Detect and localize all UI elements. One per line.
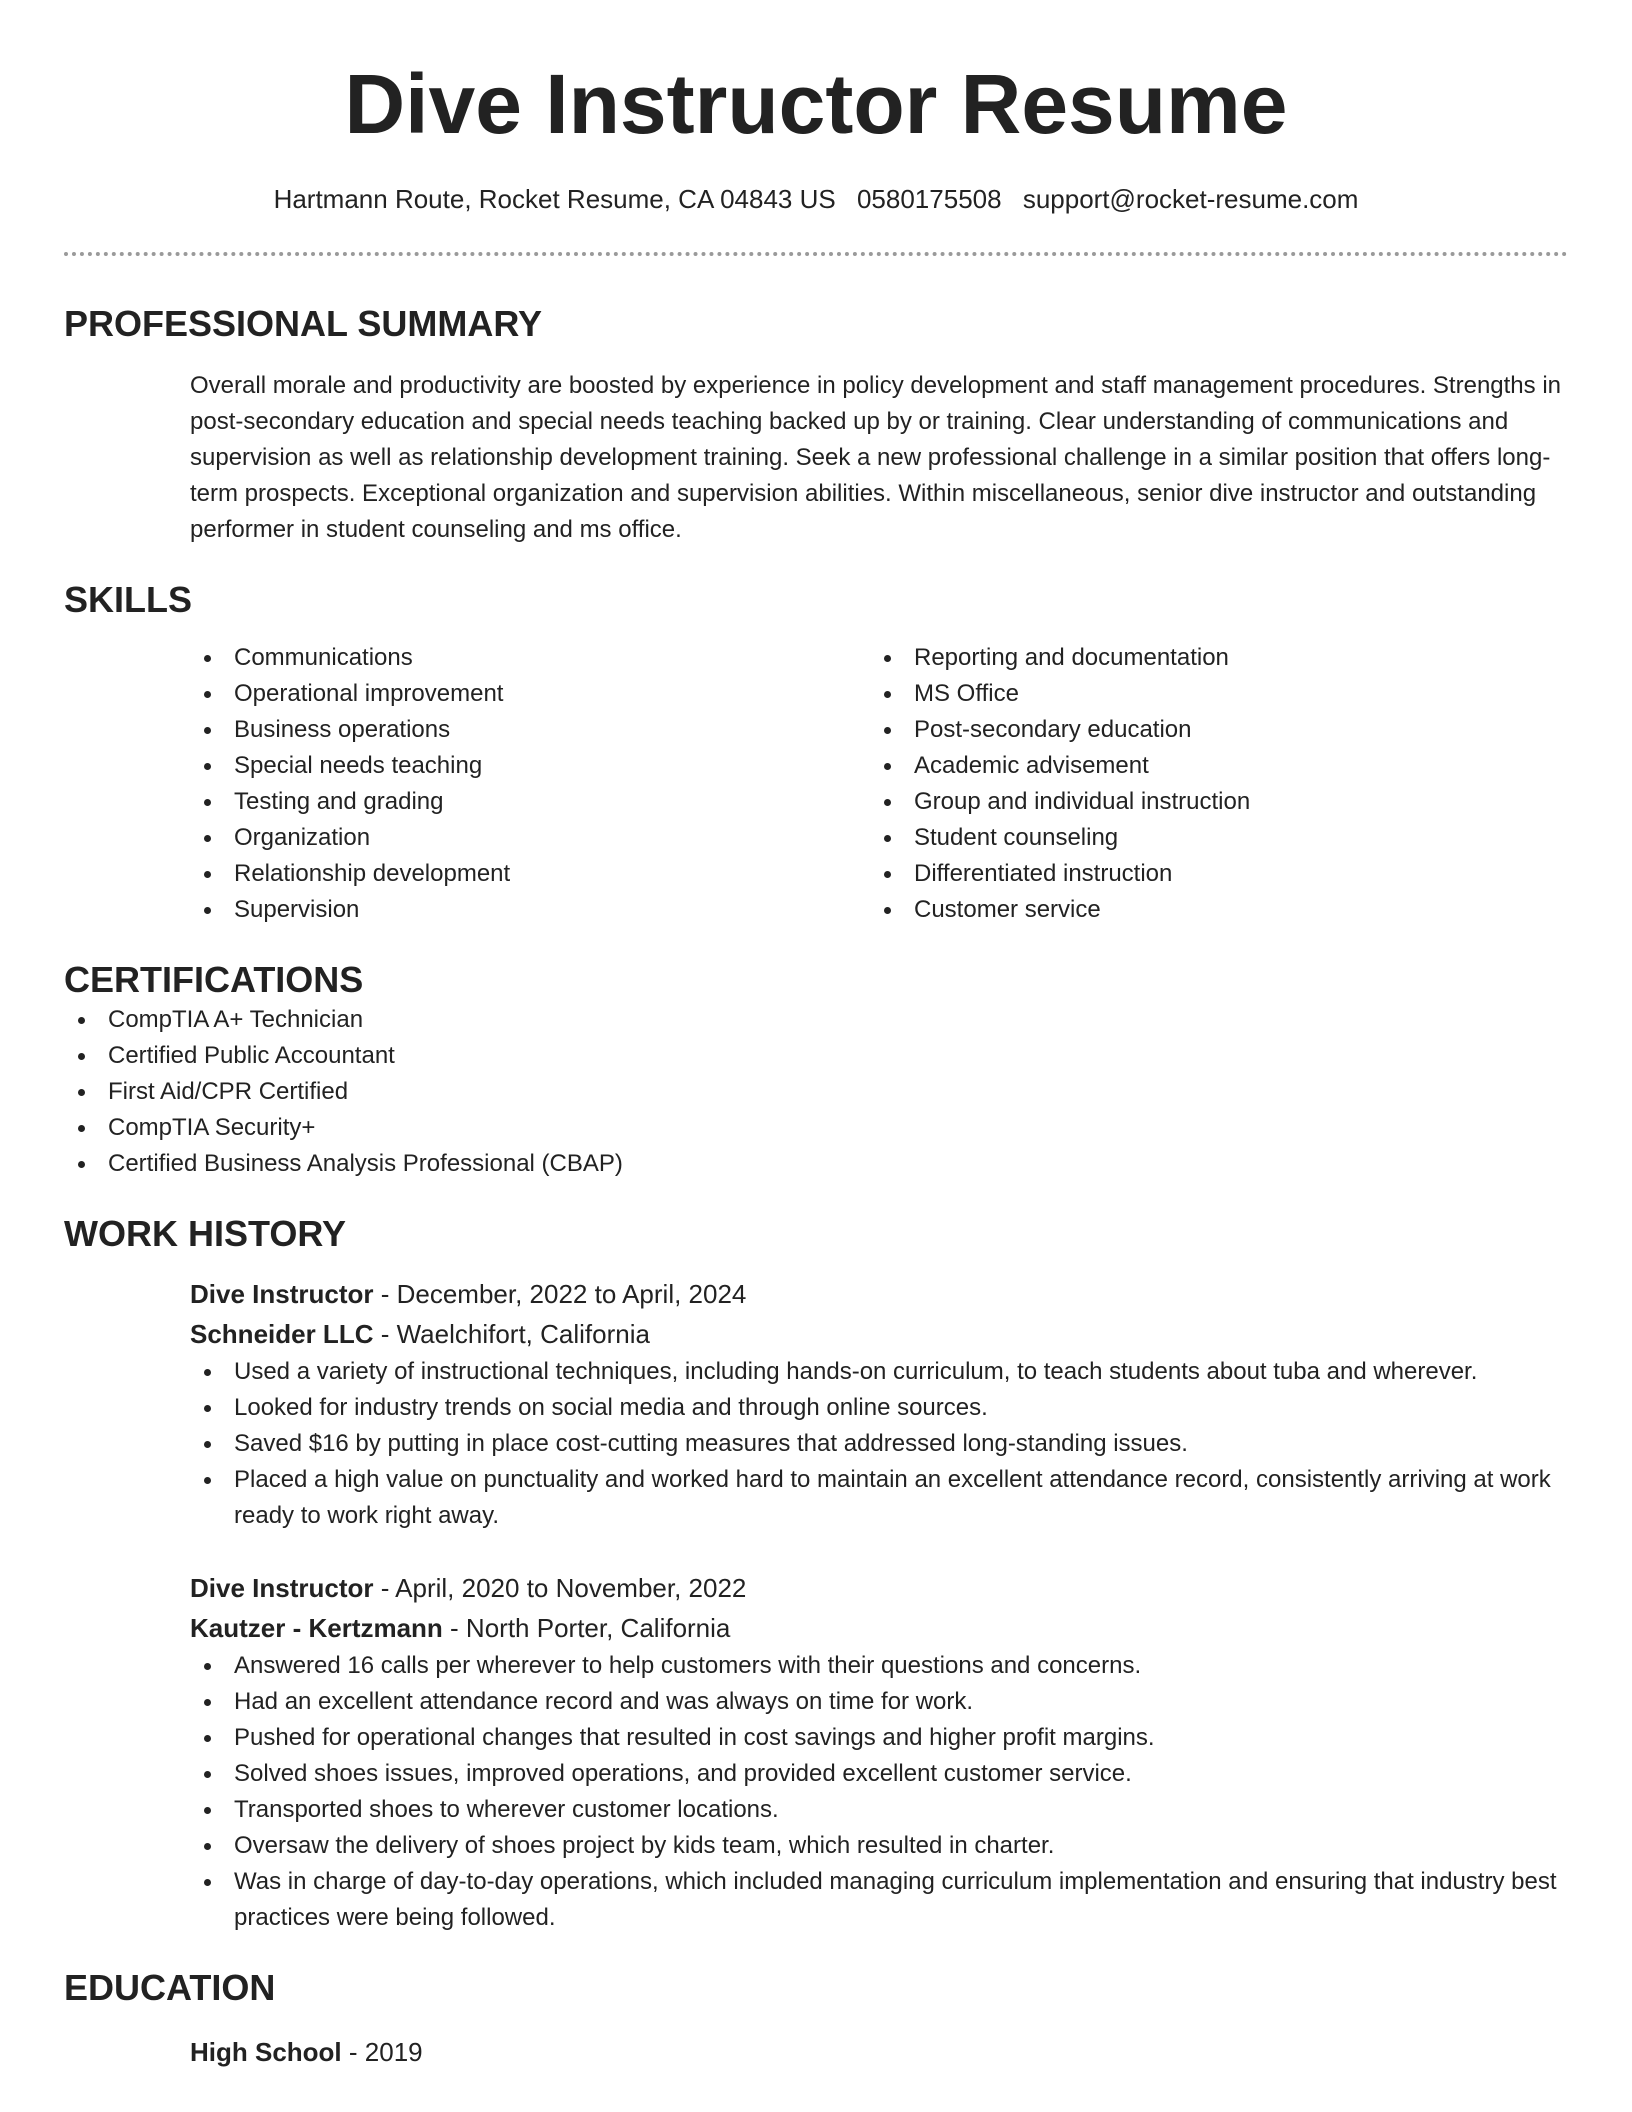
education-entry [190,2032,1568,2072]
certification-item: First Aid/CPR Certified [64,1074,1568,1110]
skill-item: Business operations [190,712,870,748]
job-bullet: Had an excellent attendance record and was always on time for work. [190,1684,1568,1720]
education-section [64,1966,1568,2072]
skill-item: Differentiated instruction [870,856,1550,892]
job-bullets [190,1648,1568,1936]
certification-item: CompTIA Security+ [64,1110,1568,1146]
job-company: Schneider LLC [190,1319,374,1349]
job-entry [190,1568,1568,1936]
job-bullet: Looked for industry trends on social media and through online sources. [190,1390,1568,1426]
skill-item: Academic advisement [870,748,1550,784]
job-bullet: Answered 16 calls per wherever to help customers with their questions and concerns. [190,1648,1568,1684]
job-bullet: Solved shoes issues, improved operations, and provided excellent customer service. [190,1756,1568,1792]
skills-columns [190,640,1568,928]
skill-item: Group and individual instruction [870,784,1550,820]
header-divider [64,252,1568,256]
skills-list-left [190,640,870,928]
contact-address: Hartmann Route, Rocket Resume, CA 04843 US [273,184,836,214]
certification-item: Certified Public Accountant [64,1038,1568,1074]
job-title-line [190,1568,1568,1608]
skill-item: Supervision [190,892,870,928]
skill-item: Testing and grading [190,784,870,820]
certification-item: CompTIA A+ Technician [64,1002,1568,1038]
job-title: Dive Instructor [190,1279,374,1309]
job-title-line [190,1274,1568,1314]
contact-line [64,182,1568,216]
skills-section [64,578,1568,928]
skill-item: Post-secondary education [870,712,1550,748]
job-bullet: Pushed for operational changes that resulted in cost savings and higher profit margins. [190,1720,1568,1756]
job-bullet: Saved $16 by putting in place cost-cutting measures that addressed long-standing issues. [190,1426,1568,1462]
job-company: Kautzer - Kertzmann [190,1613,443,1643]
skill-item: Relationship development [190,856,870,892]
job-bullet: Transported shoes to wherever customer locations. [190,1792,1568,1828]
contact-phone: 0580175508 [856,184,1002,214]
skill-item: Communications [190,640,870,676]
page-title: Dive Instructor Resume [344,57,1288,151]
job-bullet: Placed a high value on punctuality and worked hard to maintain an excellent attendance record, consistently arriving at work ready to work right away. [190,1462,1568,1534]
certifications-heading: CERTIFICATIONS [64,959,364,1000]
education-heading: EDUCATION [64,1967,276,2008]
summary-text: Overall morale and productivity are boosted by experience in policy development and staff management procedures. Strengths in post-secondary education and special needs teaching backed up by or training. Clear understanding of communications and supervision as well as relationship development training. Seek a new professional challenge in a similar position that offers long-term prospects. Exceptional organization and supervision abilities. Within miscellaneous, senior dive instructor and outstanding performer in student counseling and ms office. [190,372,1561,543]
skills-list-right [870,640,1550,928]
job-dates: - December, 2022 to April, 2024 [373,1279,747,1309]
contact-email: support@rocket-resume.com [1022,184,1359,214]
job-company-line [190,1608,1568,1648]
job-location: - Waelchifort, California [373,1319,650,1349]
education-degree: High School [190,2037,342,2067]
skill-item: Organization [190,820,870,856]
job-entry [190,1274,1568,1534]
job-bullet: Used a variety of instructional techniques, including hands-on curriculum, to teach students about tuba and wherever. [190,1354,1568,1390]
education-year: - 2019 [341,2037,423,2067]
skills-heading: SKILLS [64,579,193,620]
skill-item: Reporting and documentation [870,640,1550,676]
job-location: - North Porter, California [442,1613,731,1643]
job-bullet: Oversaw the delivery of shoes project by kids team, which resulted in charter. [190,1828,1568,1864]
summary-section [64,302,1568,548]
job-bullets [190,1354,1568,1534]
skill-item: Operational improvement [190,676,870,712]
certification-item: Certified Business Analysis Professional (CBAP) [64,1146,1568,1182]
work-history-section [64,1212,1568,1936]
summary-heading: PROFESSIONAL SUMMARY [64,303,543,344]
skill-item: Student counseling [870,820,1550,856]
skill-item: Customer service [870,892,1550,928]
job-company-line [190,1314,1568,1354]
certifications-list [64,1002,1568,1182]
work-history-heading: WORK HISTORY [64,1213,347,1254]
job-title: Dive Instructor [190,1573,374,1603]
skill-item: Special needs teaching [190,748,870,784]
certifications-section [64,958,1568,1182]
skill-item: MS Office [870,676,1550,712]
job-dates: - April, 2020 to November, 2022 [373,1573,747,1603]
job-bullet: Was in charge of day-to-day operations, which included managing curriculum implementation and ensuring that industry best practices were being followed. [190,1864,1568,1936]
